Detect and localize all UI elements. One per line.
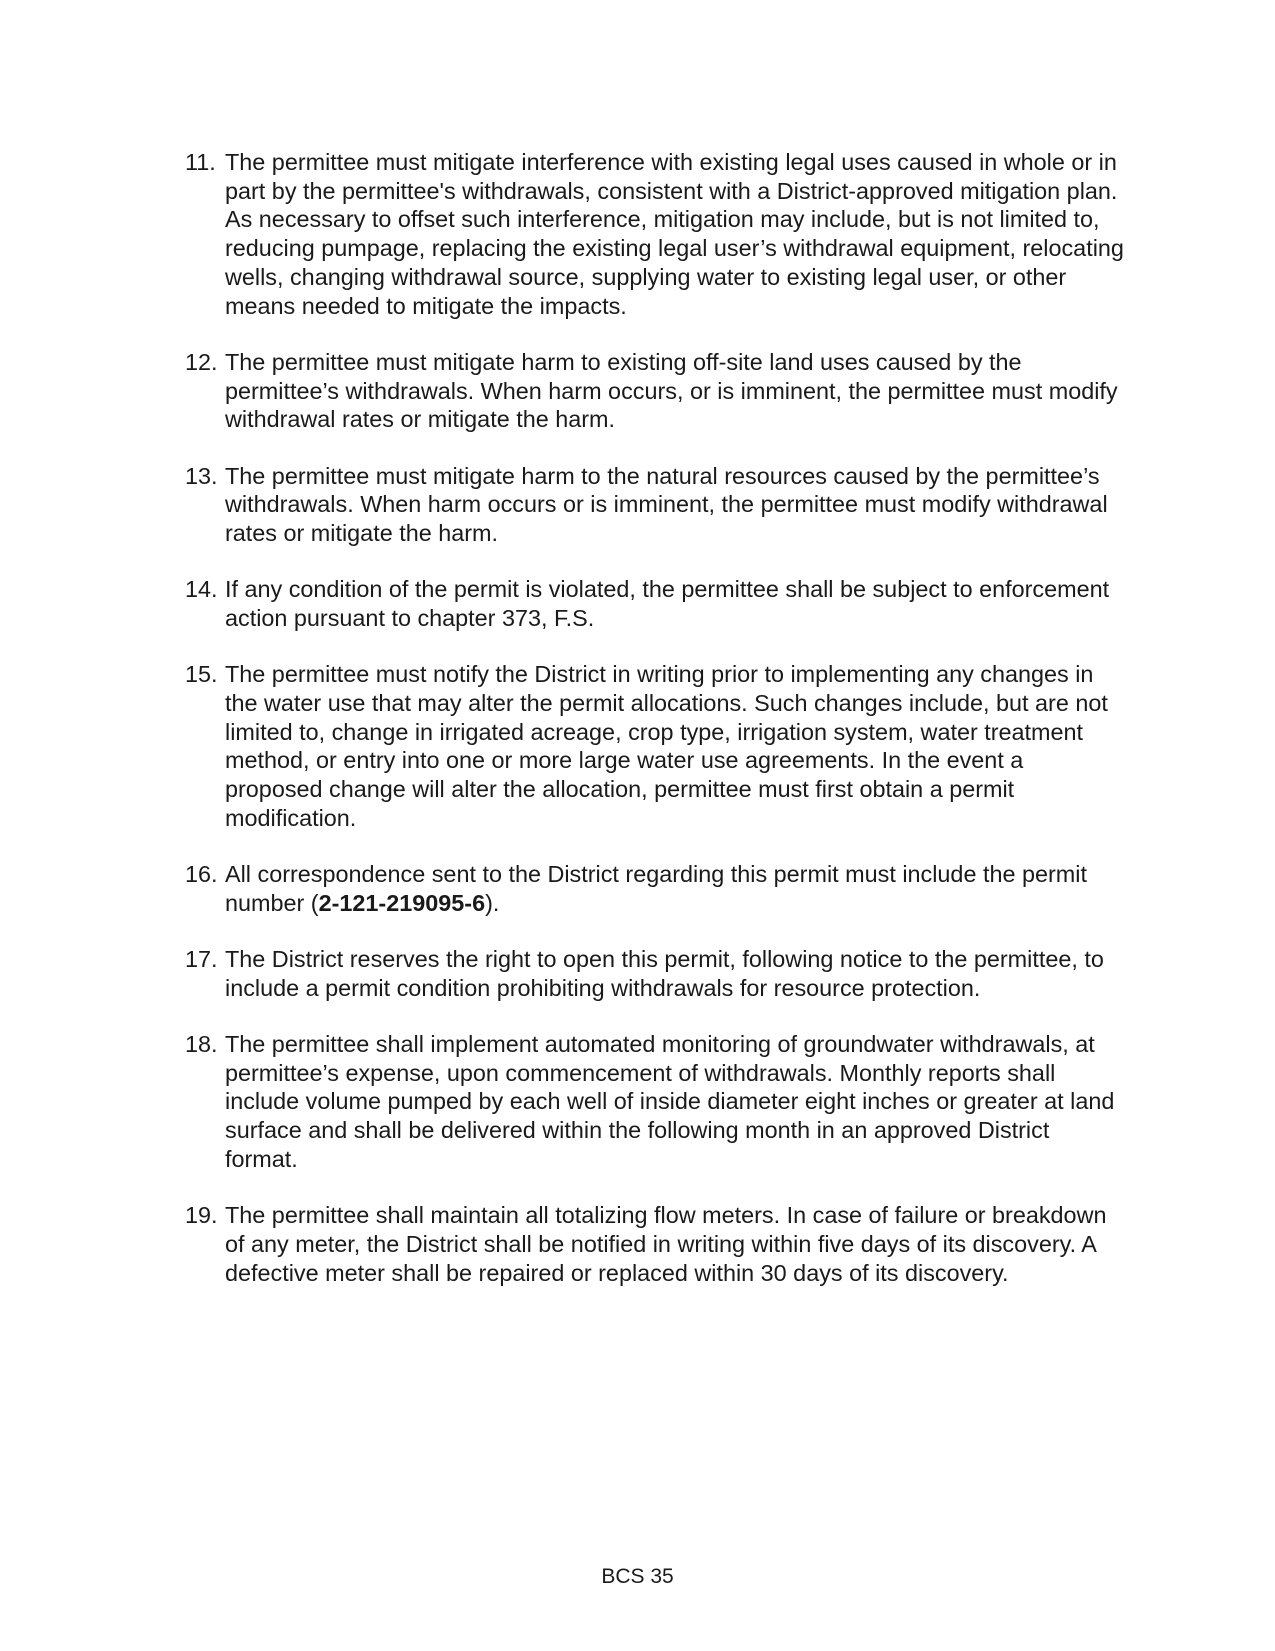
condition-item-18 [185,1030,1125,1174]
condition-number: 14. [185,576,218,603]
permit-number: 2-121-219095-6 [318,889,486,916]
condition-text: The District reserves the right to open this permit, following notice to the permittee, to include a permit condition prohibiting withdrawals for resource protection. [225,946,1104,1001]
condition-text: The permittee must mitigate harm to the natural resources caused by the permittee’s withdrawals. When harm occurs or is imminent, the permittee must modify withdrawal rates or mitigate the harm. [225,462,1108,546]
condition-number: 15. [185,661,218,688]
condition-item-12 [185,348,1125,434]
condition-item-13 [185,462,1125,548]
condition-text-after: ). [485,889,500,916]
condition-text: The permittee shall maintain all totalizing flow meters. In case of failure or breakdown of any meter, the District shall be notified in writing within five days of its discovery. A defective meter shall be repaired or replaced within 30 days of its discovery. [225,1202,1107,1286]
page-footer-label: BCS 35 [601,1565,674,1588]
condition-number: 12. [185,348,218,375]
condition-text: The permittee shall implement automated monitoring of groundwater withdrawals, at permittee’s expense, upon commencement of withdrawals. Monthly reports shall include volume pumped by each well of inside diameter eight inches or greater at land surface and shall be delivered within the following month in an approved District format. [225,1031,1115,1172]
condition-number: 17. [185,946,218,973]
condition-number: 19. [185,1202,218,1229]
condition-text: The permittee must mitigate harm to existing off-site land uses caused by the permittee’s withdrawals. When harm occurs, or is imminent, the permittee must modify withdrawal rates or mitigate the harm. [225,348,1118,433]
condition-number: 13. [185,462,218,489]
condition-text [225,860,1125,917]
condition-item-16 [185,860,1125,917]
condition-number: 16. [185,861,218,888]
condition-item-14 [185,575,1125,632]
condition-item-11 [185,148,1125,320]
condition-item-15 [185,660,1125,832]
condition-number: 18. [185,1031,218,1058]
condition-item-17 [185,945,1125,1002]
condition-item-19 [185,1201,1125,1287]
condition-text-before: All correspondence sent to the District regarding this permit must include the permit number ( [225,861,1087,916]
condition-text: If any condition of the permit is violated, the permittee shall be subject to enforcement action pursuant to chapter 373, F.S. [225,576,1110,631]
condition-number: 11. [185,149,216,175]
condition-text: The permittee must mitigate interference with existing legal uses caused in whole or in part by the permittee's withdrawals, consistent with a District-approved mitigation plan. As necessary to offset such interference, mitigation may include, but is not limited to, reducing pumpage, replacing the existing legal user’s withdrawal equipment, relocating wells, changing withdrawal source, supplying water to existing legal user, or other means needed to mitigate the impacts. [225,149,1124,319]
permit-conditions-list [185,148,1125,1315]
condition-text: The permittee must notify the District in writing prior to implementing any changes in the water use that may alter the permit allocations. Such changes include, but are not limited to, change in irrigated acreage, crop type, irrigation system, water treatment method, or entry into one or more large water use agreements. In the event a proposed change will alter the allocation, permittee must first obtain a permit modification. [225,661,1108,831]
